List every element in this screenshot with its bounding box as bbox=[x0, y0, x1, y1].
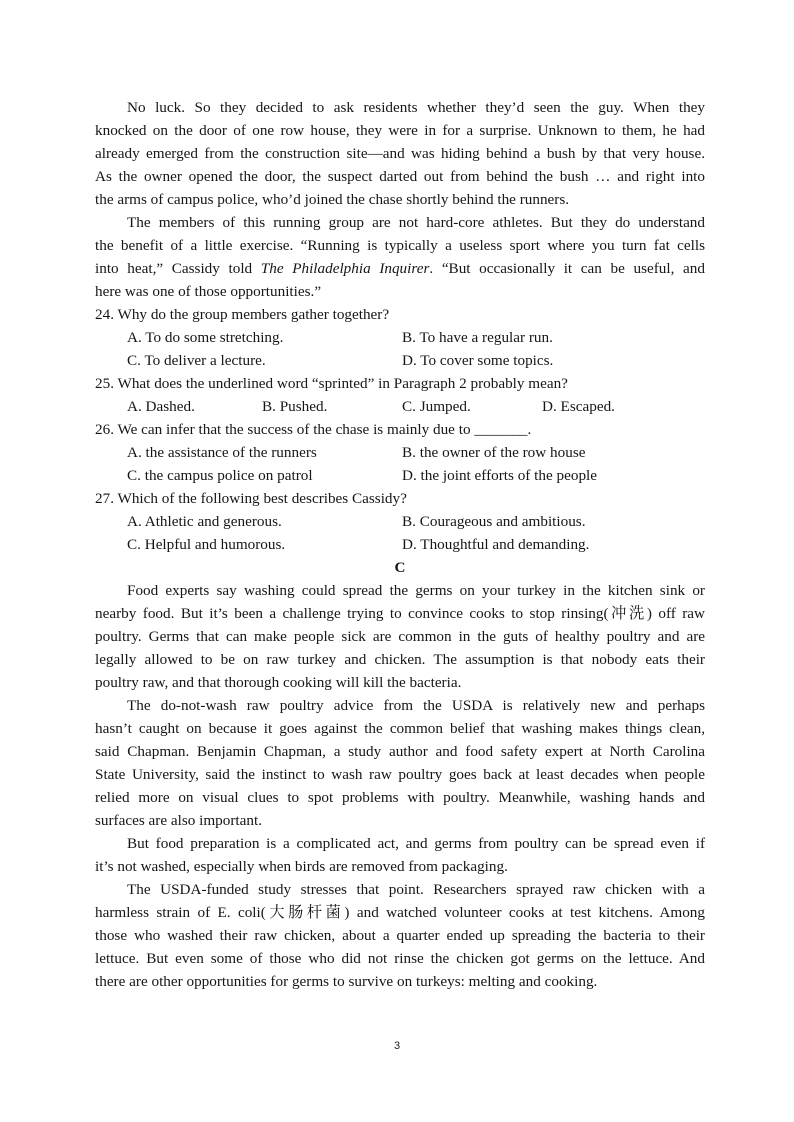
text-line: already emerged from the construction site—and was hiding behind a bush by that very house. bbox=[95, 145, 705, 162]
text-span: into heat,” Cassidy told bbox=[95, 260, 261, 277]
newspaper-title: The Philadelphia Inquirer bbox=[260, 260, 430, 277]
question-stem: 26. We can infer that the success of the chase is mainly due to _______. bbox=[95, 421, 532, 438]
page-content bbox=[95, 96, 705, 993]
option-row bbox=[95, 395, 705, 418]
option-a[interactable]: A. Dashed. bbox=[127, 398, 195, 415]
passage-c-paragraph-4 bbox=[95, 878, 705, 993]
text-line: The USDA-funded study stresses that point. Researchers sprayed raw chicken with a bbox=[127, 881, 705, 898]
option-c[interactable]: C. To deliver a lecture. bbox=[127, 352, 266, 369]
option-a[interactable]: A. Athletic and generous. bbox=[127, 513, 282, 530]
option-d[interactable]: D. To cover some topics. bbox=[402, 352, 554, 369]
option-row bbox=[95, 464, 705, 487]
option-d[interactable]: D. Thoughtful and demanding. bbox=[402, 536, 590, 553]
option-d[interactable]: D. Escaped. bbox=[542, 398, 615, 415]
question-25 bbox=[95, 372, 705, 418]
text-line: said Chapman. Benjamin Chapman, a study author and food safety expert at North Carolina bbox=[95, 743, 705, 760]
text-line: the arms of campus police, who’d joined the chase shortly behind the runners. bbox=[95, 191, 570, 208]
text-line: hasn’t caught on because it goes against the common belief that washing makes things clean, bbox=[95, 720, 705, 737]
text-line: here was one of those opportunities.” bbox=[95, 283, 322, 300]
text-line: legally allowed to be on raw turkey and chicken. The assumption is that nobody eats their bbox=[95, 651, 705, 668]
text-line: But food preparation is a complicated act, and germs from poultry can be spread even if bbox=[127, 835, 705, 852]
option-b[interactable]: B. To have a regular run. bbox=[402, 329, 553, 346]
text-line: The members of this running group are not hard-core athletes. But they do understand bbox=[127, 214, 705, 231]
text-line: poultry. Germs that can make people sick are common in the guts of healthy poultry and are bbox=[95, 628, 705, 645]
question-26 bbox=[95, 418, 705, 487]
text-line: there are other opportunities for germs to survive on turkeys: melting and cooking. bbox=[95, 973, 598, 990]
option-a[interactable]: A. To do some stretching. bbox=[127, 329, 284, 346]
text-line bbox=[95, 257, 705, 280]
page-number: 3 bbox=[393, 1040, 401, 1052]
option-c[interactable]: C. Helpful and humorous. bbox=[127, 536, 286, 553]
text-line: lettuce. But even some of those who did not rinse the chicken got germs on the lettuce. And bbox=[95, 950, 705, 967]
question-27 bbox=[95, 487, 705, 556]
option-a[interactable]: A. the assistance of the runners bbox=[127, 444, 317, 461]
text-line: poultry raw, and that thorough cooking will kill the bacteria. bbox=[95, 674, 462, 691]
option-b[interactable]: B. Courageous and ambitious. bbox=[402, 513, 586, 530]
text-line: No luck. So they decided to ask residents whether they’d seen the guy. When they bbox=[127, 99, 705, 116]
passage-c-paragraph-2 bbox=[95, 694, 705, 832]
option-row bbox=[95, 533, 705, 556]
text-span: . “But occasionally it can be useful, and bbox=[429, 260, 705, 277]
option-b[interactable]: B. the owner of the row house bbox=[402, 444, 586, 461]
text-line: harmless strain of E. coli(大肠杆菌) and watched volunteer cooks at test kitchens. Among bbox=[95, 904, 705, 921]
text-line: the benefit of a little exercise. “Running is typically a useless sport where you turn fat cells bbox=[95, 237, 705, 254]
option-row bbox=[95, 349, 705, 372]
option-d[interactable]: D. the joint efforts of the people bbox=[402, 467, 597, 484]
question-stem: 24. Why do the group members gather together? bbox=[95, 306, 390, 323]
text-line: those who washed their raw chicken, about a quarter ended up spreading the bacteria to their bbox=[95, 927, 705, 944]
question-stem: 27. Which of the following best describes Cassidy? bbox=[95, 490, 407, 507]
option-c[interactable]: C. the campus police on patrol bbox=[127, 467, 313, 484]
section-heading: C bbox=[394, 559, 406, 576]
question-stem: 25. What does the underlined word “sprinted” in Paragraph 2 probably mean? bbox=[95, 375, 568, 392]
passage-b-paragraph-2 bbox=[95, 211, 705, 303]
option-c[interactable]: C. Jumped. bbox=[402, 398, 471, 415]
question-24 bbox=[95, 303, 705, 372]
option-b[interactable]: B. Pushed. bbox=[262, 398, 328, 415]
text-line: relied more on visual clues to spot problems with poultry. Meanwhile, washing hands and bbox=[95, 789, 705, 806]
option-row bbox=[95, 326, 705, 349]
text-line: it’s not washed, especially when birds are removed from packaging. bbox=[95, 858, 508, 875]
text-line: As the owner opened the door, the suspect darted out from behind the bush … and right into bbox=[95, 168, 705, 185]
text-line: Food experts say washing could spread the germs on your turkey in the kitchen sink or bbox=[127, 582, 705, 599]
text-line: State University, said the instinct to wash raw poultry goes back at least decades when people bbox=[95, 766, 705, 783]
option-row bbox=[95, 441, 705, 464]
text-line: nearby food. But it’s been a challenge trying to convince cooks to stop rinsing(冲洗) off raw bbox=[95, 605, 705, 622]
text-line: The do-not-wash raw poultry advice from the USDA is relatively new and perhaps bbox=[127, 697, 705, 714]
passage-c-paragraph-1 bbox=[95, 579, 705, 694]
text-line: knocked on the door of one row house, they were in for a surprise. Unknown to them, he had bbox=[95, 122, 705, 139]
passage-b-paragraph-1 bbox=[95, 96, 705, 211]
passage-c-paragraph-3 bbox=[95, 832, 705, 878]
option-row bbox=[95, 510, 705, 533]
text-line: surfaces are also important. bbox=[95, 812, 262, 829]
